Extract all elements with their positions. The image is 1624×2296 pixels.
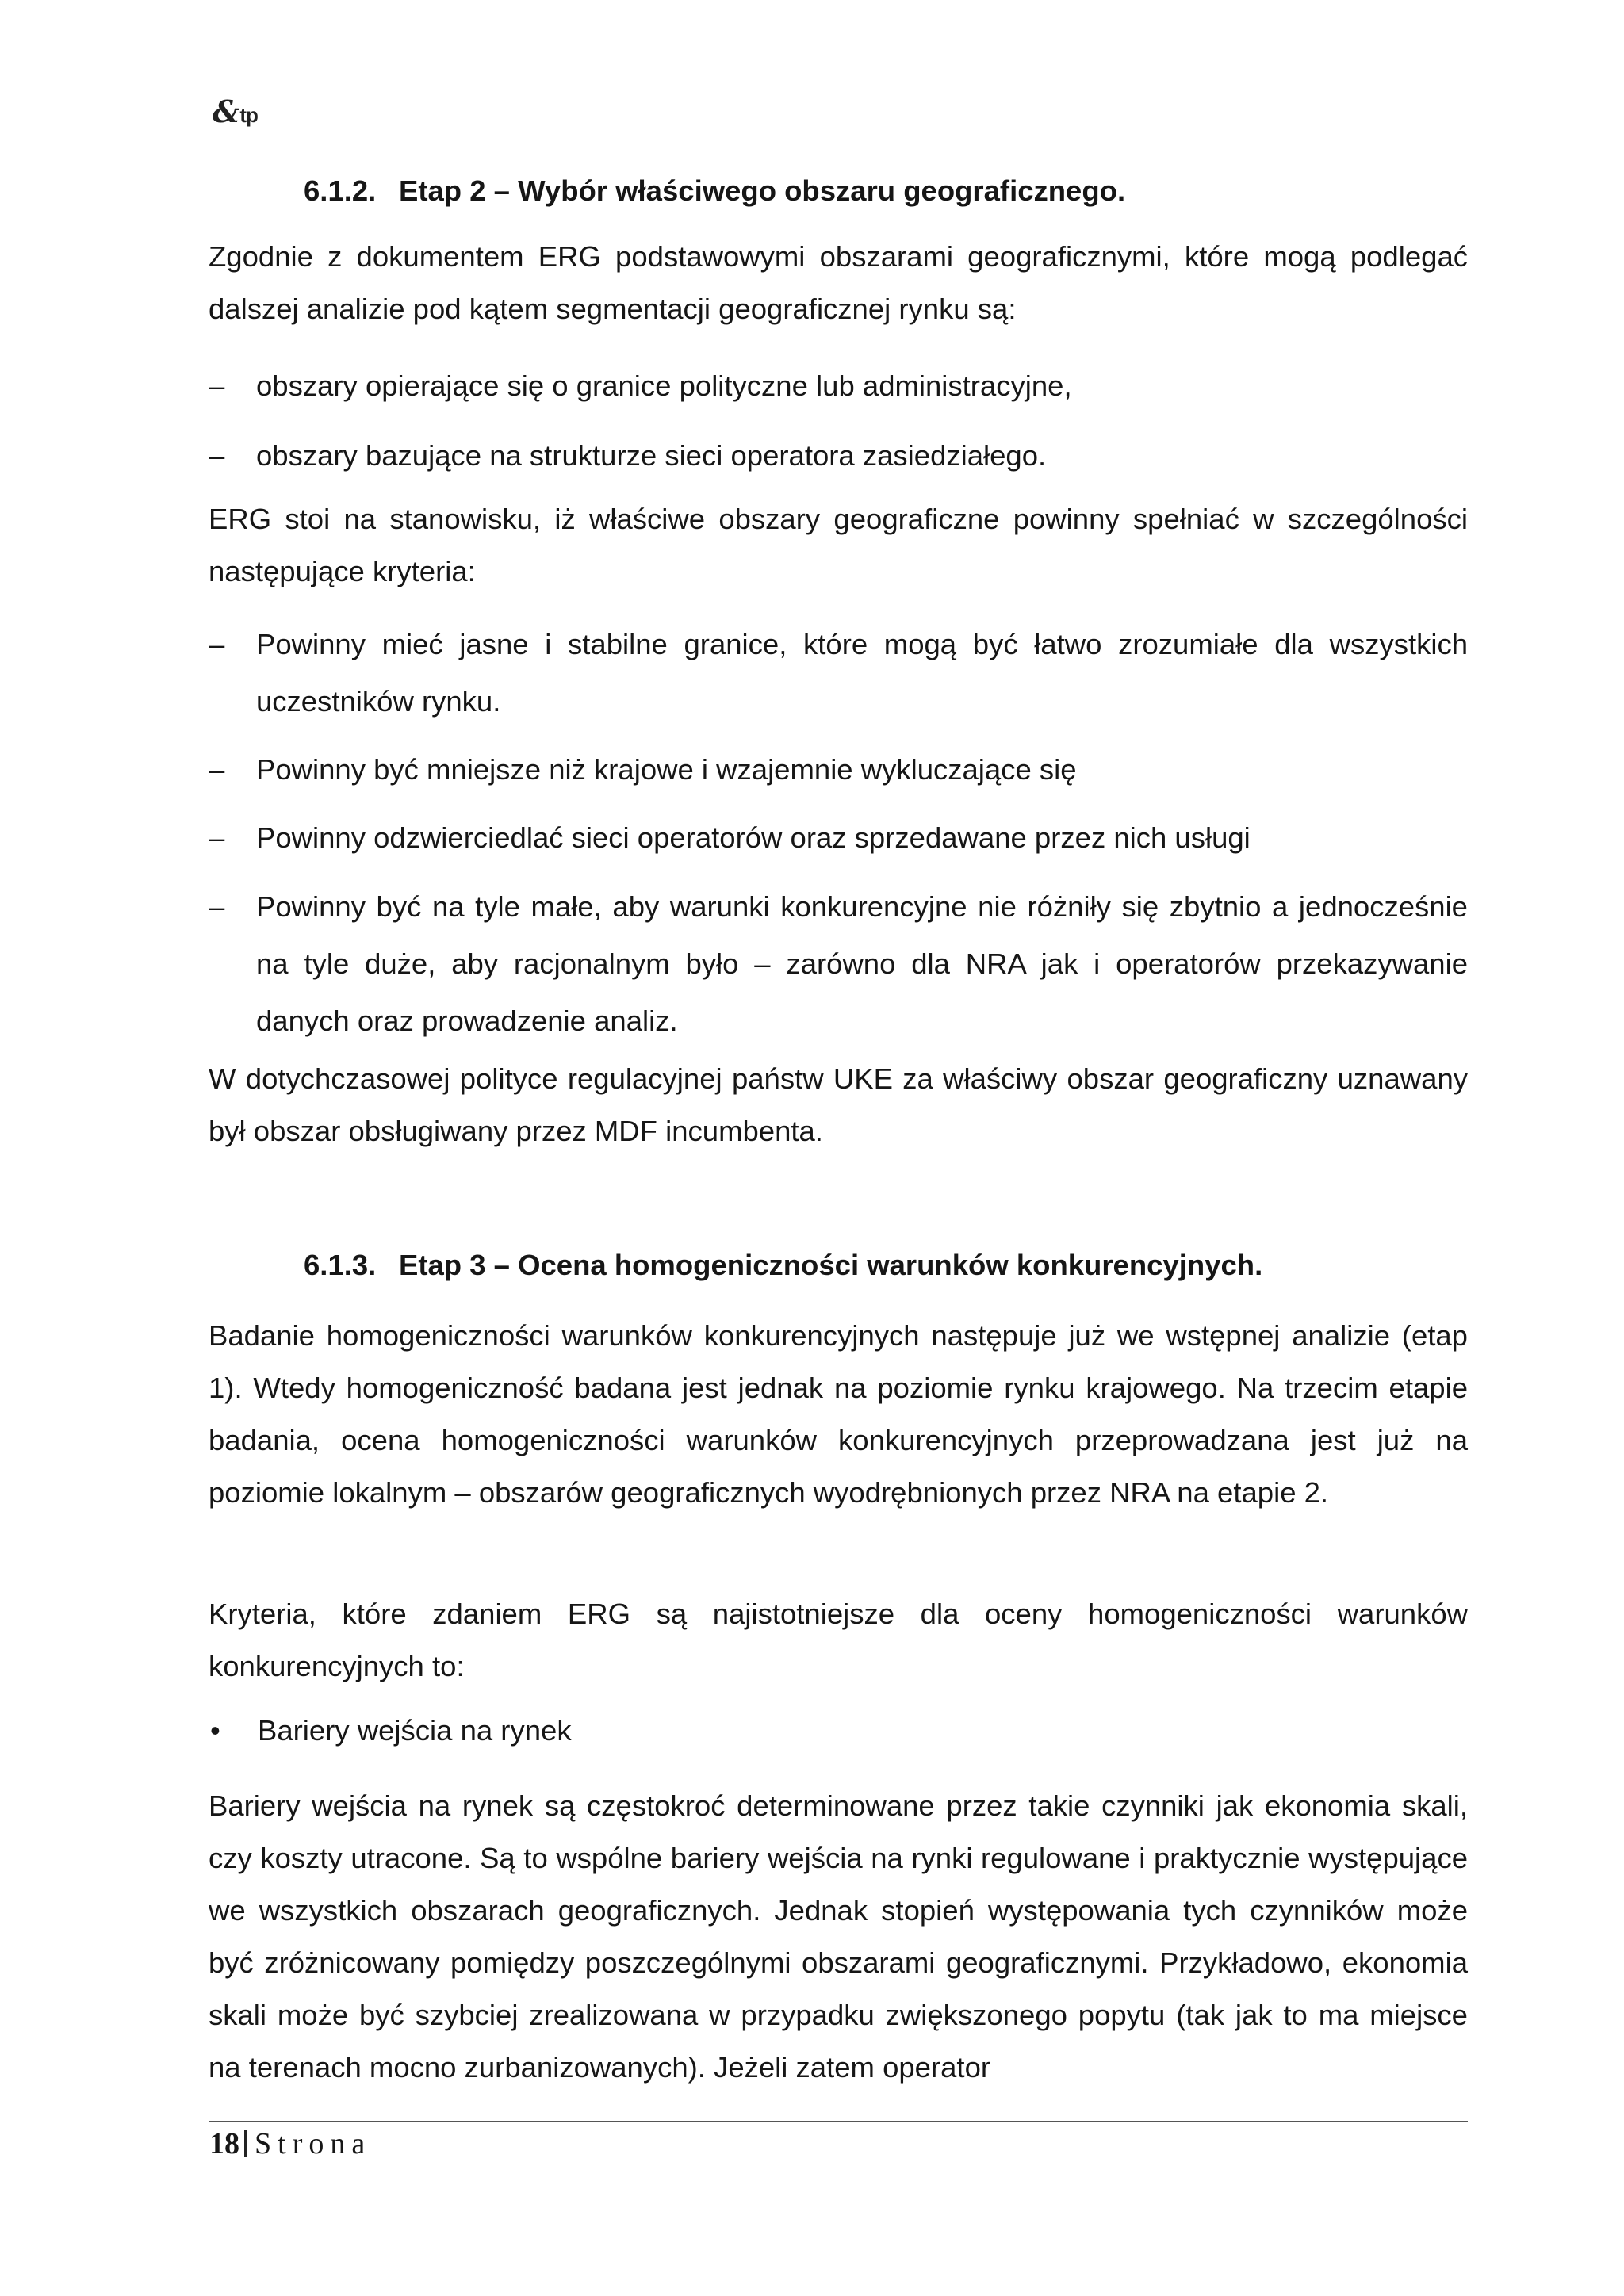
criteria-paragraph: Kryteria, które zdaniem ERG są najistotniejsze dla oceny homogeniczności warunków konkurencyjnych to:: [209, 1598, 1468, 1682]
list-item-text: Powinny być mniejsze niż krajowe i wzajemnie wykluczające się: [256, 753, 1077, 786]
criteria-intro-paragraph: ERG stoi na stanowisku, iż właściwe obszary geograficzne powinny spełniać w szczególności następujące kryteria:: [209, 503, 1468, 587]
section-number: 6.1.3.: [304, 1249, 377, 1281]
list-item-text: obszary bazujące na strukturze sieci operatora zasiedziałego.: [256, 439, 1047, 472]
section-title: Etap 2 – Wybór właściwego obszaru geograficznego.: [399, 174, 1126, 207]
bullet-item: [209, 1711, 572, 1751]
list-item-text: Powinny mieć jasne i stabilne granice, które mogą być łatwo zrozumiałe dla wszystkich uczestników rynku.: [256, 628, 1468, 718]
closing-paragraph: W dotychczasowej polityce regulacyjnej państw UKE za właściwy obszar geograficzny uznawany był obszar obsługiwany przez MDF incumbenta.: [209, 1062, 1468, 1147]
list-item-text: Powinny być na tyle małe, aby warunki konkurencyjne nie różniły się zbytnio a jednocześnie na tyle duże, aby racjonalnym było – zarówno dla NRA jak i operatorów przekazywanie danych oraz prowadzenie analiz.: [256, 890, 1468, 1037]
list-item: [209, 427, 1468, 484]
barriers-paragraph: Bariery wejścia na rynek są częstokroć determinowane przez takie czynniki jak ekonomia skali, czy koszty utracone. Są to wspólne bariery wejścia na rynki regulowane i praktycznie występujące we wszystkich obszarach geograficznych. Jednak stopień występowania tych czynników może być zróżnicowany pomiędzy poszczególnymi obszarami geograficznymi. Przykładowo, ekonomia skali może być szybciej zrealizowana w przypadku zwiększonego popytu (tak jak to ma miejsce na terenach mocno zurbanizowanych). Jeżeli zatem operator: [209, 1789, 1468, 2084]
list-item: [209, 616, 1468, 730]
section-number: 6.1.2.: [304, 174, 377, 207]
dash-marker: –: [209, 369, 225, 402]
dash-marker: –: [209, 890, 225, 923]
bullet-marker: •: [210, 1714, 220, 1747]
homogeneity-paragraph: Badanie homogeniczności warunków konkurencyjnych następuje już we wstępnej analizie (etap 1). Wtedy homogeniczność badana jest jednak na poziomie rynku krajowego. Na trzecim etapie badania, ocena homogeniczności warunków konkurencyjnych przeprowadzana jest już na poziomie lokalnym – obszarów geograficznych wyodrębnionych przez NRA na etapie 2.: [209, 1319, 1468, 1509]
logo-mark: &: [213, 94, 239, 129]
list-item: [209, 878, 1468, 1050]
bullet-item-text: Bariery wejścia na rynek: [258, 1714, 572, 1747]
dash-marker: –: [209, 821, 225, 854]
dash-marker: –: [209, 753, 225, 786]
page-footer: [209, 2125, 371, 2163]
footer-divider: [209, 2121, 1468, 2122]
dash-marker: –: [209, 439, 225, 472]
footer-label: Strona: [255, 2127, 372, 2160]
list-item-text: obszary opierające się o granice polityczne lub administracyjne,: [256, 369, 1072, 402]
footer-separator: [244, 2130, 247, 2157]
intro-paragraph: Zgodnie z dokumentem ERG podstawowymi obszarami geograficznymi, które mogą podlegać dalszej analizie pod kątem segmentacji geograficznej rynku są:: [209, 240, 1468, 325]
page-number: 18: [209, 2127, 239, 2160]
list-item: [209, 358, 1468, 415]
list-item-text: Powinny odzwierciedlać sieci operatorów oraz sprzedawane przez nich usługi: [256, 821, 1251, 854]
company-logo: [213, 94, 258, 129]
list-item: [209, 741, 1468, 798]
section-heading-612: [304, 173, 1125, 209]
section-heading-613: [304, 1247, 1262, 1284]
logo-text: tp: [239, 103, 258, 127]
list-item: [209, 809, 1468, 867]
dash-marker: –: [209, 628, 225, 660]
section-title: Etap 3 – Ocena homogeniczności warunków konkurencyjnych.: [399, 1249, 1263, 1281]
